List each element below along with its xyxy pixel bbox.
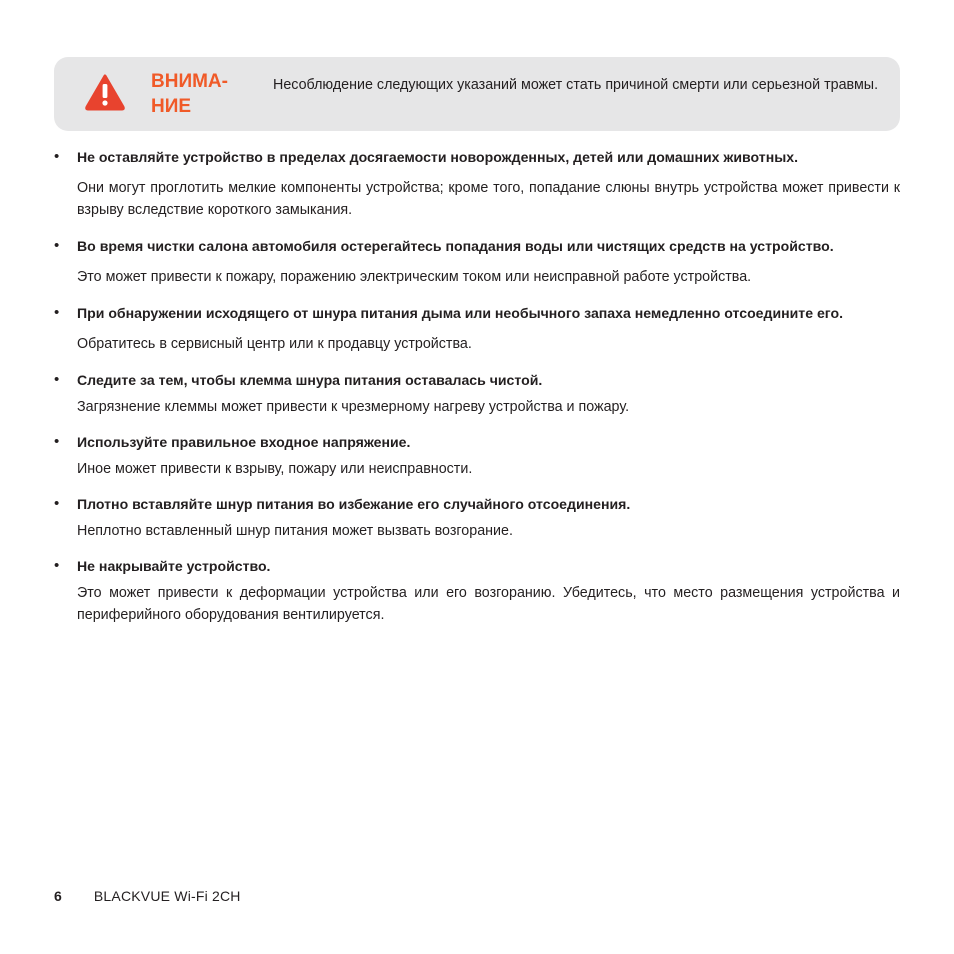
warning-title xyxy=(151,69,251,119)
list-item xyxy=(54,493,900,542)
warning-text: Несоблюдение следующих указаний может стать причиной смерти или серьезной травмы. xyxy=(273,77,879,93)
item-title: Не накрывайте устройство. xyxy=(77,558,271,574)
warning-title-line2: НИЕ xyxy=(151,96,192,117)
page-number: 6 xyxy=(54,888,62,904)
list-item xyxy=(54,302,900,355)
list-item xyxy=(54,369,900,418)
warning-title-line1: ВНИМА- xyxy=(151,71,228,92)
item-title: Используйте правильное входное напряжение. xyxy=(77,434,411,450)
item-title: Плотно вставляйте шнур питания во избежание его случайного отсоединения. xyxy=(77,496,631,512)
list-item xyxy=(54,431,900,480)
bullet-icon: • xyxy=(54,304,60,321)
bullet-icon: • xyxy=(54,148,60,165)
item-text: Неплотно вставленный шнур питания может вызвать возгорание. xyxy=(77,523,513,539)
safety-list xyxy=(54,146,900,626)
bullet-icon: • xyxy=(54,371,60,388)
item-title: Во время чистки салона автомобиля остерегайтесь попадания воды или чистящих средств на устройство. xyxy=(77,238,834,254)
item-title: При обнаружении исходящего от шнура питания дыма или необычного запаха немедленно отсоедините его. xyxy=(77,305,844,321)
item-text: Иное может привести к взрыву, пожару или неисправности. xyxy=(77,461,473,477)
product-name: BLACKVUE Wi-Fi 2CH xyxy=(93,888,241,904)
item-text: Они могут проглотить мелкие компоненты устройства; кроме того, попадание слюны внутрь устройства может привести к взрыву вследствие короткого замыкания. xyxy=(77,180,900,218)
warning-box xyxy=(54,57,900,131)
item-text: Обратитесь в сервисный центр или к продавцу устройства. xyxy=(77,336,472,352)
page-footer xyxy=(54,886,241,906)
item-text: Это может привести к деформации устройства или его возгоранию. Убедитесь, что место размещения устройства и периферийного оборудования вентилируется. xyxy=(77,585,900,623)
item-text: Это может привести к пожару, поражению электрическим током или неисправной работе устройства. xyxy=(77,269,752,285)
list-item xyxy=(54,146,900,221)
item-text: Загрязнение клеммы может привести к чрезмерному нагреву устройства и пожару. xyxy=(77,399,630,415)
bullet-icon: • xyxy=(54,557,60,574)
list-item xyxy=(54,235,900,288)
list-item xyxy=(54,555,900,626)
bullet-icon: • xyxy=(54,433,60,450)
item-title: Следите за тем, чтобы клемма шнура питания оставалась чистой. xyxy=(77,372,543,388)
bullet-icon: • xyxy=(54,495,60,512)
warning-triangle-icon xyxy=(84,73,126,111)
item-title: Не оставляйте устройство в пределах досягаемости новорожденных, детей или домашних животных. xyxy=(77,149,798,165)
bullet-icon: • xyxy=(54,237,60,254)
